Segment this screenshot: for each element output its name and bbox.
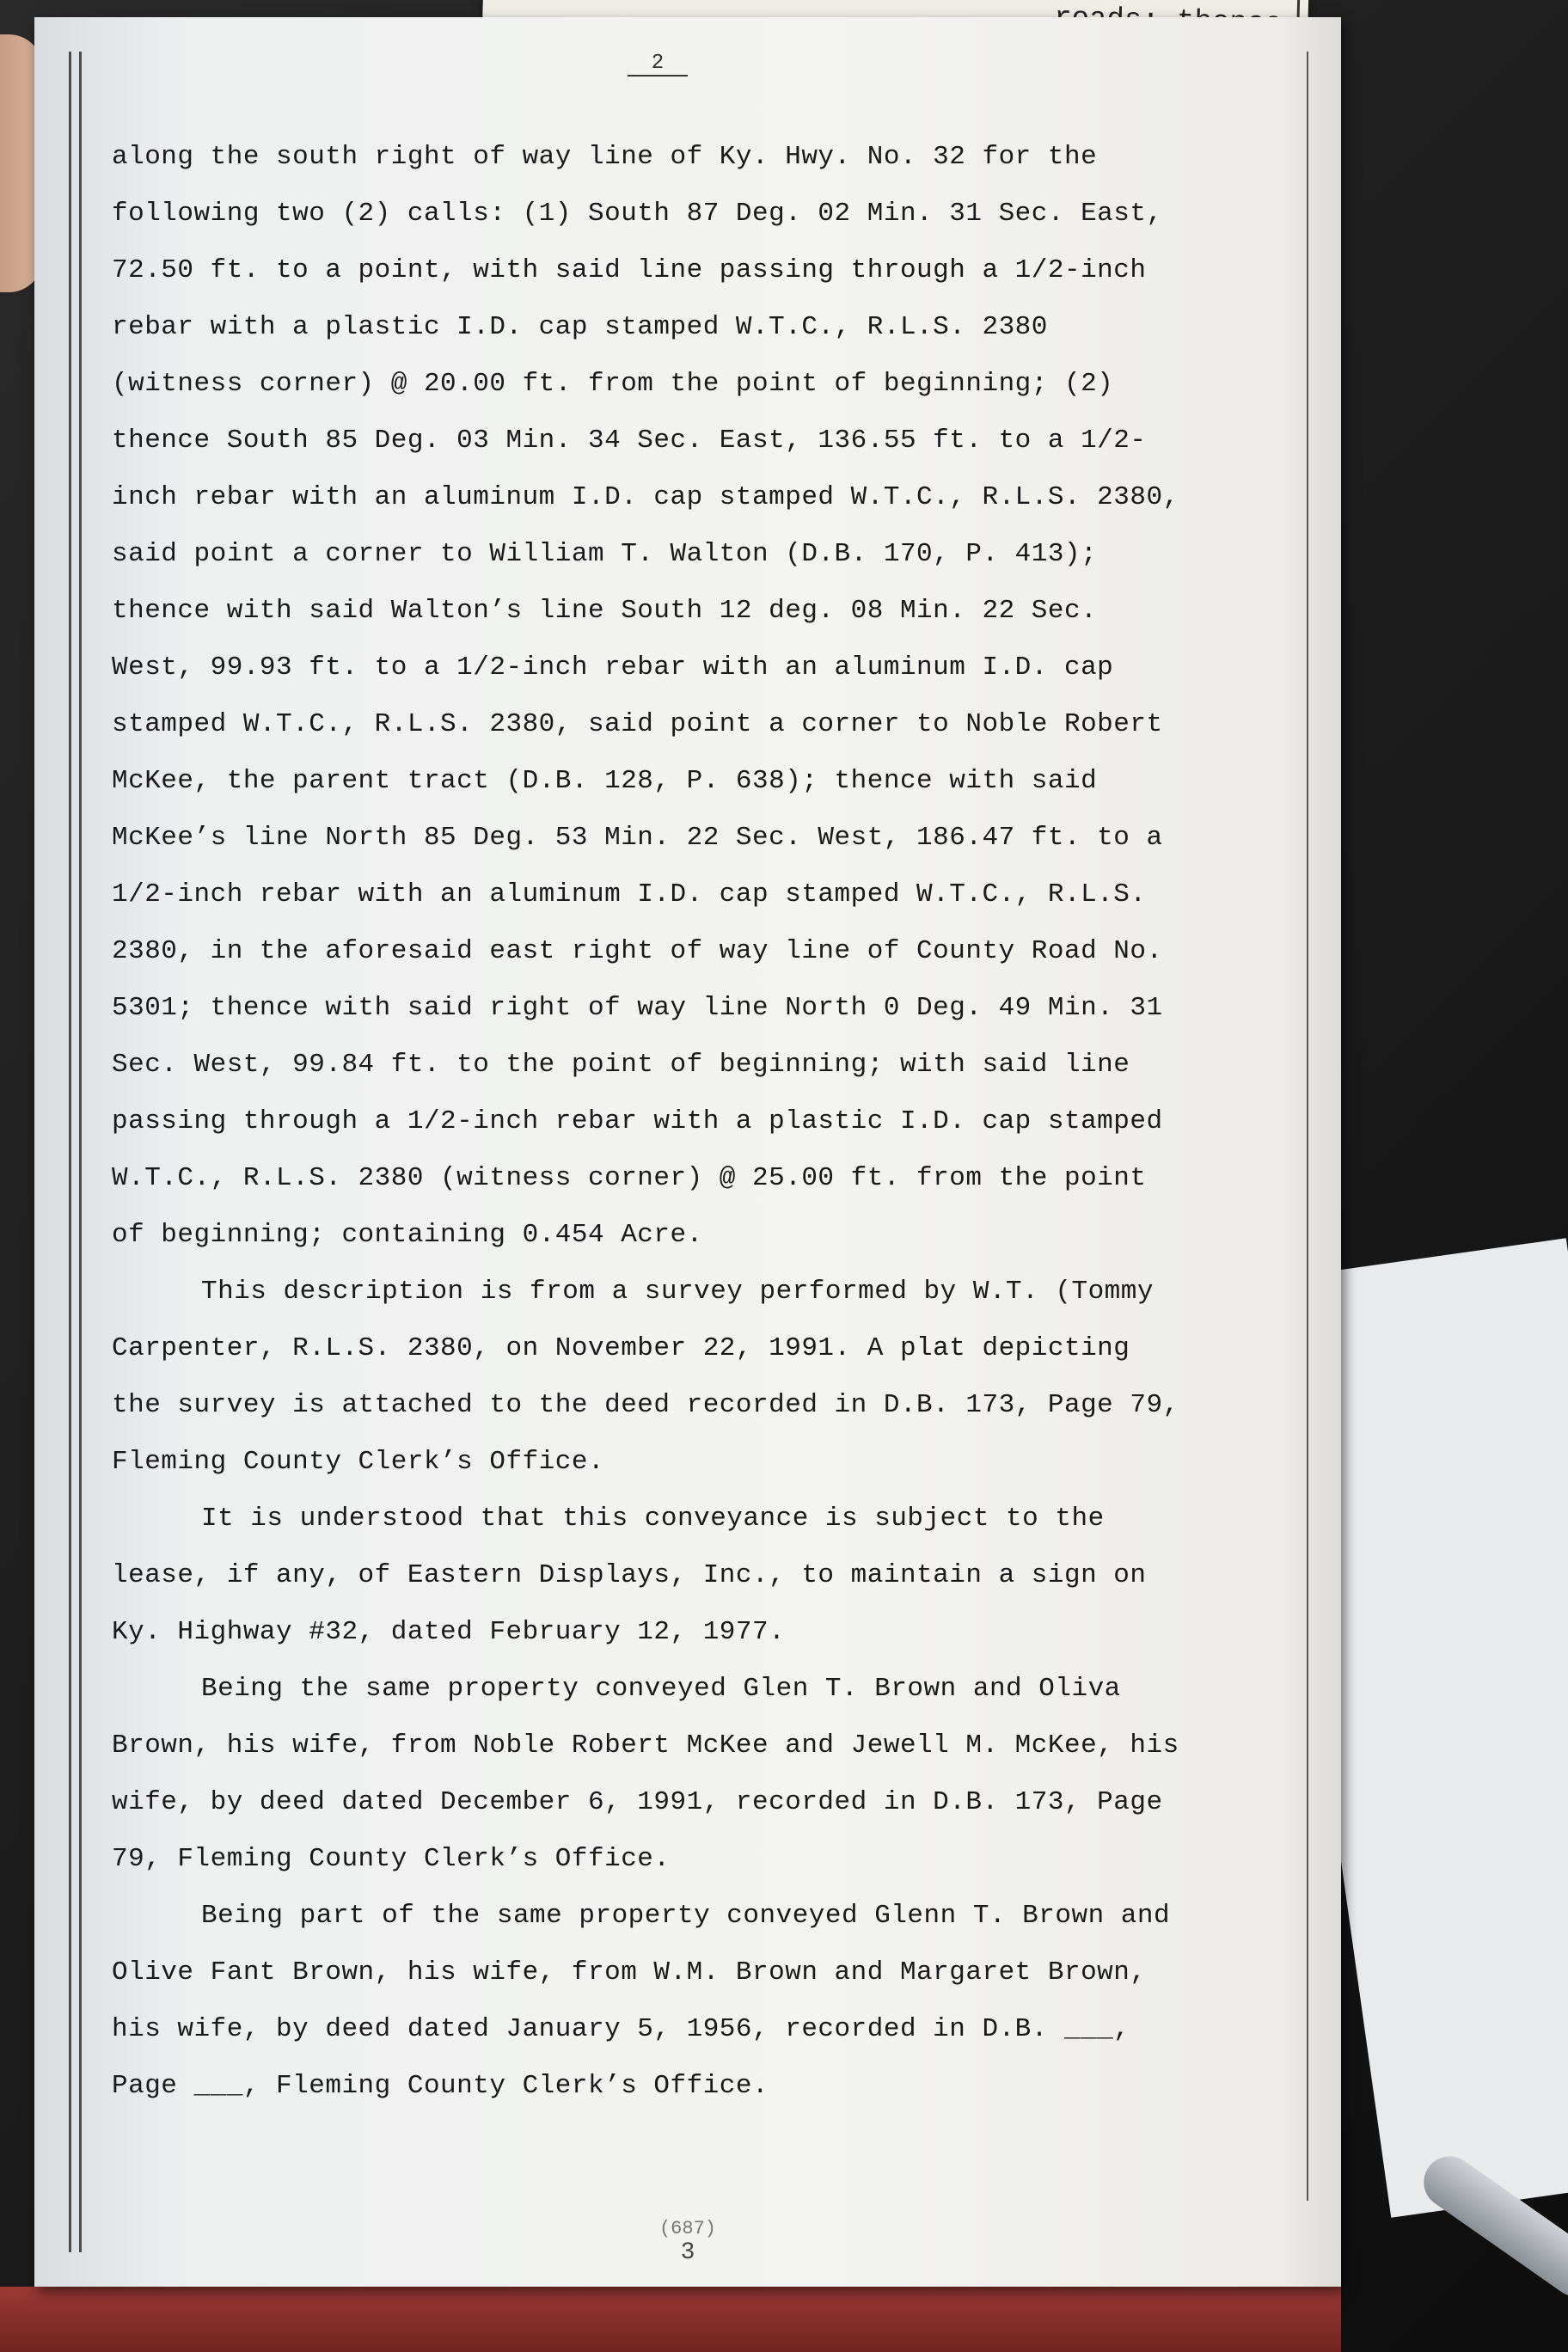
text-line: Fleming County Clerk’s Office.	[112, 1447, 605, 1477]
text-line: McKee, the parent tract (D.B. 128, P. 638); thence with said	[112, 766, 1098, 796]
text-line: stamped W.T.C., R.L.S. 2380, said point a corner to Noble Robert	[112, 709, 1163, 739]
text-line: W.T.C., R.L.S. 2380 (witness corner) @ 25.00 ft. from the point	[112, 1163, 1147, 1193]
text-line: thence South 85 Deg. 03 Min. 34 Sec. East, 136.55 ft. to a 1/2-	[112, 426, 1147, 456]
text-line: said point a corner to William T. Walton (D.B. 170, P. 413);	[112, 539, 1098, 569]
text-line: Olive Fant Brown, his wife, from W.M. Brown and Margaret Brown,	[112, 1957, 1147, 1988]
text-line: lease, if any, of Eastern Displays, Inc., to maintain a sign on	[112, 1560, 1147, 1590]
text-line: along the south right of way line of Ky. Hwy. No. 32 for the	[112, 142, 1098, 172]
text-line: Being part of the same property conveyed Glenn T. Brown and	[201, 1901, 1171, 1931]
text-line: 2380, in the aforesaid east right of way line of County Road No.	[112, 936, 1163, 966]
text-line: his wife, by deed dated January 5, 1956, recorded in D.B. ___,	[112, 2014, 1130, 2044]
deed-page	[34, 17, 1341, 2287]
text-line: inch rebar with an aluminum I.D. cap stamped W.T.C., R.L.S. 2380,	[112, 482, 1179, 512]
text-line: This description is from a survey performed by W.T. (Tommy	[201, 1277, 1154, 1307]
text-line: following two (2) calls: (1) South 87 Deg. 02 Min. 31 Sec. East,	[112, 199, 1163, 229]
footer-stamp: (687)	[658, 2218, 716, 2239]
text-line: McKee’s line North 85 Deg. 53 Min. 22 Sec. West, 186.47 ft. to a	[112, 823, 1163, 853]
text-line: It is understood that this conveyance is subject to the	[201, 1504, 1105, 1534]
text-line: (witness corner) @ 20.00 ft. from the point of beginning; (2)	[112, 369, 1114, 399]
text-line: West, 99.93 ft. to a 1/2-inch rebar with an aluminum I.D. cap	[112, 652, 1114, 683]
text-line: Ky. Highway #32, dated February 12, 1977.	[112, 1617, 786, 1647]
footer-page-number: 3	[680, 2239, 695, 2266]
text-line: wife, by deed dated December 6, 1991, recorded in D.B. 173, Page	[112, 1787, 1163, 1817]
text-line: of beginning; containing 0.454 Acre.	[112, 1220, 703, 1250]
text-line: the survey is attached to the deed recorded in D.B. 173, Page 79,	[112, 1390, 1179, 1420]
text-line: rebar with a plastic I.D. cap stamped W.T.C., R.L.S. 2380	[112, 312, 1048, 342]
text-line: 79, Fleming County Clerk’s Office.	[112, 1844, 671, 1874]
text-line: 72.50 ft. to a point, with said line passing through a 1/2-inch	[112, 255, 1147, 285]
text-line: Being the same property conveyed Glen T. Brown and Oliva	[201, 1674, 1121, 1704]
left-margin-rule-inner	[79, 52, 82, 2252]
text-line: 1/2-inch rebar with an aluminum I.D. cap stamped W.T.C., R.L.S.	[112, 879, 1147, 910]
text-line: thence with said Walton’s line South 12 deg. 08 Min. 22 Sec.	[112, 596, 1098, 626]
text-line: Sec. West, 99.84 ft. to the point of beginning; with said line	[112, 1050, 1130, 1080]
text-line: Carpenter, R.L.S. 2380, on November 22, 1991. A plat depicting	[112, 1333, 1130, 1363]
deed-body-text	[112, 129, 1315, 2115]
page-number-top: 2	[628, 52, 688, 77]
binder-edge	[0, 2287, 1341, 2352]
left-margin-rule	[69, 52, 71, 2252]
text-line: Brown, his wife, from Noble Robert McKee and Jewell M. McKee, his	[112, 1730, 1179, 1761]
text-line: passing through a 1/2-inch rebar with a plastic I.D. cap stamped	[112, 1106, 1163, 1136]
text-line: Page ___, Fleming County Clerk’s Office.	[112, 2071, 769, 2101]
text-line: 5301; thence with said right of way line North 0 Deg. 49 Min. 31	[112, 993, 1163, 1023]
